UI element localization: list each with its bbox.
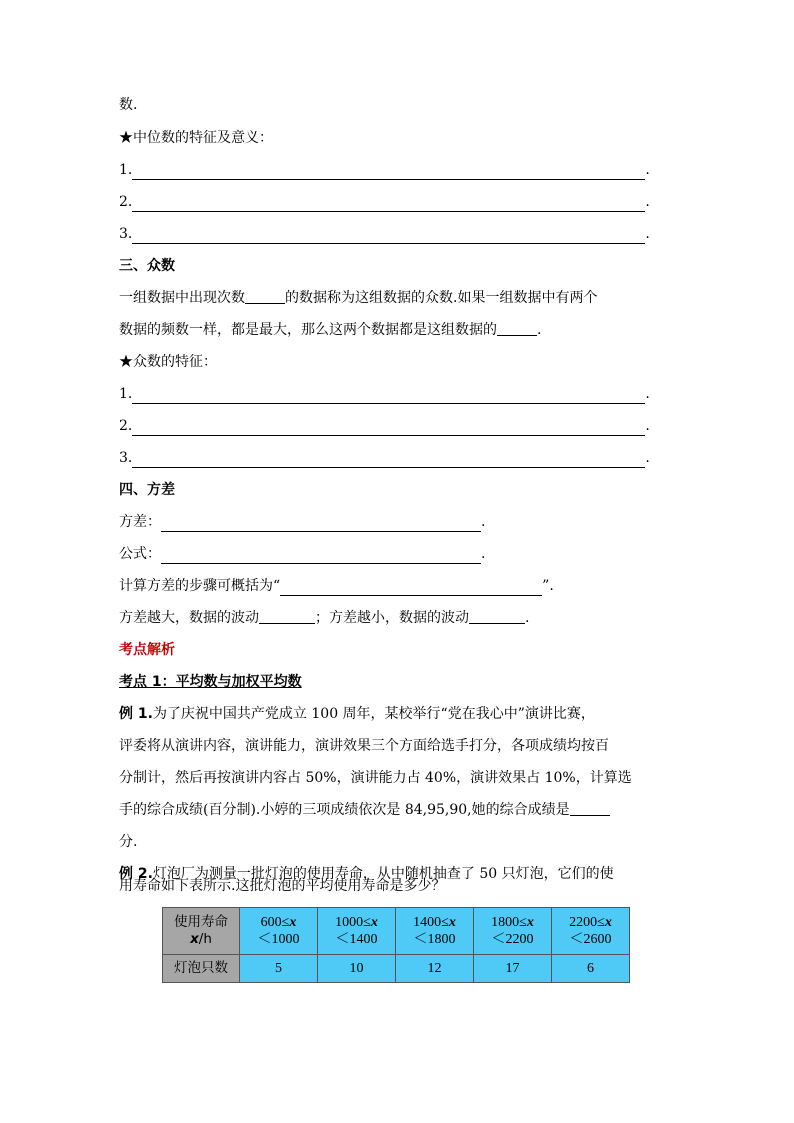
answer-blank[interactable] [570,800,610,816]
field-label: 方差： [119,514,161,530]
formula-line [119,544,485,564]
steps-line [119,576,554,596]
example1-line1 [119,704,595,724]
text-fragment: 灯泡厂为测量一批灯泡的使用寿命，从中随机抽查了 50 只灯泡，它们的使 [152,866,614,882]
range-low: 1000≤ [335,915,371,930]
variable-x: x [289,915,297,930]
example1-line4 [119,800,610,820]
period: . [645,386,650,402]
answer-blank[interactable] [161,516,481,532]
analysis-heading: 考点解析 [119,642,175,658]
answer-blank[interactable] [132,228,645,244]
count-cell: 5 [240,955,318,983]
period: . [525,610,530,626]
example2-line2: 用寿命如下表所示.这批灯泡的平均使用寿命是多少？ [119,878,446,894]
period: . [645,162,650,178]
variable-x: x [604,915,612,930]
range-cell [240,908,318,955]
period: . [645,450,650,466]
table-row-label: 灯泡只数 [163,955,240,983]
item-number: 2. [119,418,133,434]
point1-heading: 考点 1：平均数与加权平均数 [119,674,302,690]
mode-feature-title: ★众数的特征： [119,354,217,370]
text-fragment: 方差越大，数据的波动 [119,610,259,626]
example-label: 例 1. [119,706,153,722]
range-cell [396,908,474,955]
fill-line-1 [119,160,650,180]
answer-blank[interactable] [132,420,645,436]
answer-blank[interactable] [132,164,645,180]
fill-line-3 [119,224,650,244]
table-header-label [163,908,240,955]
answer-blank[interactable] [132,452,645,468]
range-low: 2200≤ [569,915,605,930]
fill-line-1 [119,384,650,404]
count-cell: 17 [474,955,552,983]
text-fragment: 手的综合成绩(百分制).小婷的三项成绩依次是 84,95,90,她的综合成绩是 [119,802,570,818]
range-high: ＜1400 [335,932,378,947]
count-cell: 12 [396,955,474,983]
text-fragment: ；方差越小，数据的波动 [315,610,469,626]
text-fragment: 数据的频数一样，都是最大，那么这两个数据都是这组数据的 [119,322,497,338]
example1-line5: 分. [119,834,138,850]
mode-paragraph-line2 [119,320,541,340]
header-text: 使用寿命 [174,914,228,930]
lifespan-table [162,907,630,983]
fluctuation-line [119,608,529,628]
item-number: 1. [119,162,133,178]
variable-x: x [370,915,378,930]
text-fragment: 为了庆祝中国共产党成立 100 周年，某校举行“党在我心中”演讲比赛， [152,706,595,722]
answer-blank[interactable] [245,288,285,304]
period: . [537,322,542,338]
variance-definition-line [119,512,485,532]
fill-line-2 [119,192,650,212]
range-low: 600≤ [260,915,290,930]
range-high: ＜2600 [569,932,612,947]
answer-blank[interactable] [469,608,525,624]
item-number: 3. [119,226,133,242]
count-cell: 10 [318,955,396,983]
range-cell [552,908,630,955]
range-low: 1800≤ [491,915,527,930]
period: . [481,514,486,530]
answer-blank[interactable] [132,388,645,404]
range-low: 1400≤ [413,915,449,930]
mode-paragraph-line1 [119,288,597,308]
item-number: 3. [119,450,133,466]
text-fragment: 的数据称为这组数据的众数.如果一组数据中有两个 [285,290,598,306]
text-fragment: 一组数据中出现次数 [119,290,245,306]
range-cell [318,908,396,955]
variable-x: x [190,931,199,947]
answer-blank[interactable] [280,580,542,596]
count-cell: 6 [552,955,630,983]
section-heading-variance: 四、方差 [119,482,175,498]
section-heading-mode: 三、众数 [119,258,175,274]
fill-line-3 [119,448,650,468]
period: . [645,226,650,242]
text-fragment: ”. [542,578,554,594]
field-label: 公式： [119,546,161,562]
text-line: 数. [119,97,138,113]
variable-x: x [526,915,534,930]
item-number: 2. [119,194,133,210]
range-high: ＜1000 [257,932,300,947]
unit-text: /h [198,931,212,947]
range-high: ＜1800 [413,932,456,947]
example1-line3: 分制计，然后再按演讲内容占 50%，演讲能力占 40%，演讲效果占 10%，计算选 [119,770,632,786]
period: . [645,418,650,434]
period: . [481,546,486,562]
period: . [645,194,650,210]
range-cell [474,908,552,955]
example1-line2: 评委将从演讲内容，演讲能力，演讲效果三个方面给选手打分，各项成绩均按百 [119,738,609,754]
variable-x: x [448,915,456,930]
answer-blank[interactable] [132,196,645,212]
answer-blank[interactable] [497,320,537,336]
item-number: 1. [119,386,133,402]
text-fragment: 计算方差的步骤可概括为“ [119,578,281,594]
answer-blank[interactable] [161,548,481,564]
median-feature-title: ★中位数的特征及意义： [119,130,273,146]
fill-line-2 [119,416,650,436]
range-high: ＜2200 [491,932,534,947]
answer-blank[interactable] [259,608,315,624]
example-label: 例 2. [119,866,153,882]
